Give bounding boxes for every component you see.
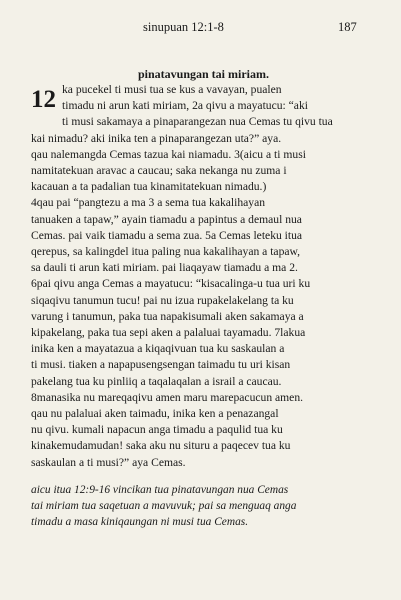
text-line: 8manasika nu mareqaqivu amen maru marepacucun amen. <box>31 390 304 404</box>
text-line: siqaqivu tanumun tucu! pai nu izua rupakelakelang ta ku <box>31 293 294 307</box>
running-head: sinupuan 12:1-8 <box>143 20 224 34</box>
note-line: tai miriam tua saqetuan a mavuvuk; pai sa menguaq anga <box>31 499 297 512</box>
text-line: kacauan a ta padalian tua kinamitatekuan nimadu.) <box>31 180 267 194</box>
text-line: Cemas. pai vaik tiamadu a sema zua. 5a Cemas leteku itua <box>31 228 303 242</box>
section-heading: pinatavungan tai miriam. <box>137 67 269 81</box>
text-line: saskaulan a ti musi?” aya Cemas. <box>31 455 186 469</box>
text-line: kipakelang, paka tua sepi aken a palaluai tayamadu. 7lakua <box>31 326 306 340</box>
paragraph-1 <box>31 82 376 195</box>
text-line: timadu ni arun kati miriam, 2a qivu a mayatucu: “aki <box>62 99 308 113</box>
text-line: ti musi sakamaya a pinaparangezan nua Cemas tu qivu tua <box>62 115 333 129</box>
text-line: namitatekuan aravac a caucau; saka nekanga nu zuma i <box>31 164 287 178</box>
text-line: sa dauli ti arun kati miriam. pai liaqayaw tiamadu a ma 2. <box>31 261 298 275</box>
page-header <box>0 20 401 40</box>
text-line: qau nu palaluai aken taimadu, inika ken a penazangal <box>31 407 279 421</box>
text-line: tanuaken a tapaw,” ayain tiamadu a papintus a demaul nua <box>31 212 302 226</box>
chapter-number: 12 <box>31 86 56 113</box>
text-line: inika ken a mayatazua a kiqaqivuan tua ku saskaulan a <box>31 342 285 356</box>
text-line: 4qau pai “pangtezu a ma 3 a sema tua kakalihayan <box>31 196 266 210</box>
text-line: ka pucekel ti musi tua se kus a vavayan, pualen <box>62 83 282 96</box>
text-line: qerepus, sa kalingdel itua paling nua kakalihayan a tapaw, <box>31 245 301 259</box>
text-line: ti musi. tiaken a napapusengsengan taimadu tu uri kisan <box>31 358 291 372</box>
page-content <box>31 66 376 530</box>
text-line: kinakemudamudan! saka aku nu situru a paqecev tua ku <box>31 439 291 453</box>
note-line: timadu a masa kiniqaungan ni musi tua Cemas. <box>31 515 249 528</box>
text-line: kai nimadu? aki inika ten a pinaparangezan uta?” aya. <box>31 131 282 145</box>
note-line: aicu itua 12:9-16 vincikan tua pinatavungan nua Cemas <box>31 483 289 496</box>
text-line: varung i tanumun, paka tua napakisumali aken sakamaya a <box>31 309 304 323</box>
text-line: nu qivu. kumali napacun anga timadu a paqulid tua ku <box>31 423 283 437</box>
text-line: 6pai qivu anga Cemas a mayatucu: “kisacalinga-u tua uri ku <box>31 277 311 291</box>
text-line: qau nalemangda Cemas tazua kai niamadu. 3(aicu a ti musi <box>31 147 306 161</box>
page-number: 187 <box>338 20 357 34</box>
section-summary-note <box>31 482 376 530</box>
paragraph-2 <box>31 195 376 470</box>
text-line: pakelang tua ku pinliiq a taqalaqalan a israil a caucau. <box>31 374 282 388</box>
